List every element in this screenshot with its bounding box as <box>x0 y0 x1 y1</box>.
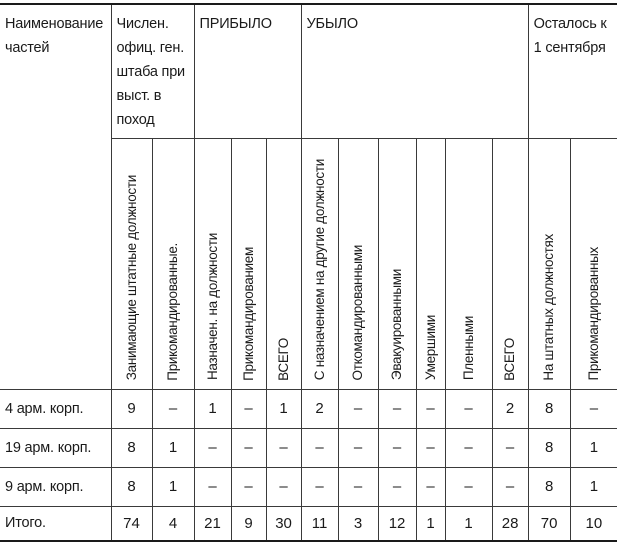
table-cell: 1 <box>194 389 231 428</box>
subheader-died: Умершими <box>422 315 438 381</box>
subheader-seconded-remaining: Прикомандированных <box>585 247 601 381</box>
subheader-cell <box>445 138 492 389</box>
table-cell: 1 <box>570 467 617 506</box>
name-column-header: Наименование частей <box>0 4 111 389</box>
table-cell: – <box>492 467 528 506</box>
table-cell: 70 <box>528 506 570 541</box>
row-label: 4 арм. корп. <box>0 389 111 428</box>
row-label: 19 арм. корп. <box>0 428 111 467</box>
table-cell: 21 <box>194 506 231 541</box>
table-cell: 74 <box>111 506 152 541</box>
table-cell: 8 <box>528 428 570 467</box>
table-cell: – <box>194 467 231 506</box>
table-cell: – <box>378 467 416 506</box>
departed-header: УБЫЛО <box>301 4 528 138</box>
table-cell: – <box>194 428 231 467</box>
subheader-cell <box>378 138 416 389</box>
table-row <box>0 389 617 428</box>
table-cell: 28 <box>492 506 528 541</box>
table-cell: – <box>301 467 338 506</box>
subheader-by-secondment: Прикомандированием <box>240 246 256 381</box>
arrived-header: ПРИБЫЛО <box>194 4 301 138</box>
table-cell: – <box>445 389 492 428</box>
subheader-cell <box>301 138 338 389</box>
table-cell: 1 <box>152 428 194 467</box>
table-row <box>0 428 617 467</box>
table-cell: – <box>338 389 378 428</box>
subheader-cell <box>416 138 445 389</box>
table-cell: 9 <box>111 389 152 428</box>
subheader-captured: Пленными <box>460 316 476 381</box>
remained-header: Осталось к 1 сентября <box>528 4 617 138</box>
table-cell: 1 <box>266 389 301 428</box>
table-cell: – <box>266 467 301 506</box>
table-cell: – <box>301 428 338 467</box>
table-cell: – <box>231 389 266 428</box>
table-cell: 8 <box>111 428 152 467</box>
subheader-reassigned: С назначением на другие должности <box>311 159 327 381</box>
subheader-on-staff-positions: На штатных должностях <box>541 233 557 381</box>
subheader-cell <box>492 138 528 389</box>
subheader-appointed: Назначен. на должности <box>204 233 220 381</box>
table-wrapper <box>0 3 617 542</box>
table-cell: – <box>416 428 445 467</box>
table-cell: – <box>416 467 445 506</box>
subheader-occupying-staff-positions: Занимающие штатные должности <box>123 175 139 381</box>
table-cell: – <box>492 428 528 467</box>
header-row-groups <box>0 4 617 138</box>
table-cell: – <box>378 389 416 428</box>
table-cell: – <box>378 428 416 467</box>
table-cell: – <box>338 428 378 467</box>
table-cell: – <box>231 467 266 506</box>
subheader-seconded: Прикомандированные. <box>165 242 180 381</box>
table-cell: – <box>338 467 378 506</box>
subheader-recalled: Откомандированными <box>350 245 366 381</box>
official-count-header: Числен. офиц. ген. штаба при выст. в поход <box>111 4 194 138</box>
table-cell: 1 <box>416 506 445 541</box>
table-cell: – <box>445 428 492 467</box>
subheader-cell <box>338 138 378 389</box>
subheader-departed-total: ВСЕГО <box>502 337 518 381</box>
table-cell: 4 <box>152 506 194 541</box>
subheader-cell <box>570 138 617 389</box>
table-cell: – <box>231 428 266 467</box>
table-cell: 12 <box>378 506 416 541</box>
totals-label: Итого. <box>0 506 111 541</box>
table-cell: 3 <box>338 506 378 541</box>
officers-table <box>0 3 617 542</box>
table-cell: 1 <box>445 506 492 541</box>
table-cell: 11 <box>301 506 338 541</box>
table-cell: 8 <box>528 467 570 506</box>
subheader-arrived-total: ВСЕГО <box>275 337 291 381</box>
subheader-cell <box>152 138 194 389</box>
totals-row <box>0 506 617 541</box>
table-row <box>0 467 617 506</box>
row-label: 9 арм. корп. <box>0 467 111 506</box>
subheader-cell <box>528 138 570 389</box>
table-cell: – <box>152 389 194 428</box>
subheader-cell <box>231 138 266 389</box>
table-cell: 1 <box>152 467 194 506</box>
table-cell: – <box>266 428 301 467</box>
table-cell: – <box>416 389 445 428</box>
table-cell: 2 <box>492 389 528 428</box>
subheader-cell <box>194 138 231 389</box>
subheader-cell <box>266 138 301 389</box>
subheader-cell <box>111 138 152 389</box>
table-cell: 1 <box>570 428 617 467</box>
table-cell: – <box>445 467 492 506</box>
table-cell: 10 <box>570 506 617 541</box>
table-cell: 2 <box>301 389 338 428</box>
table-cell: – <box>570 389 617 428</box>
table-cell: 30 <box>266 506 301 541</box>
table-cell: 9 <box>231 506 266 541</box>
table-cell: 8 <box>528 389 570 428</box>
subheader-evacuated: Эвакуированными <box>389 269 405 381</box>
table-cell: 8 <box>111 467 152 506</box>
